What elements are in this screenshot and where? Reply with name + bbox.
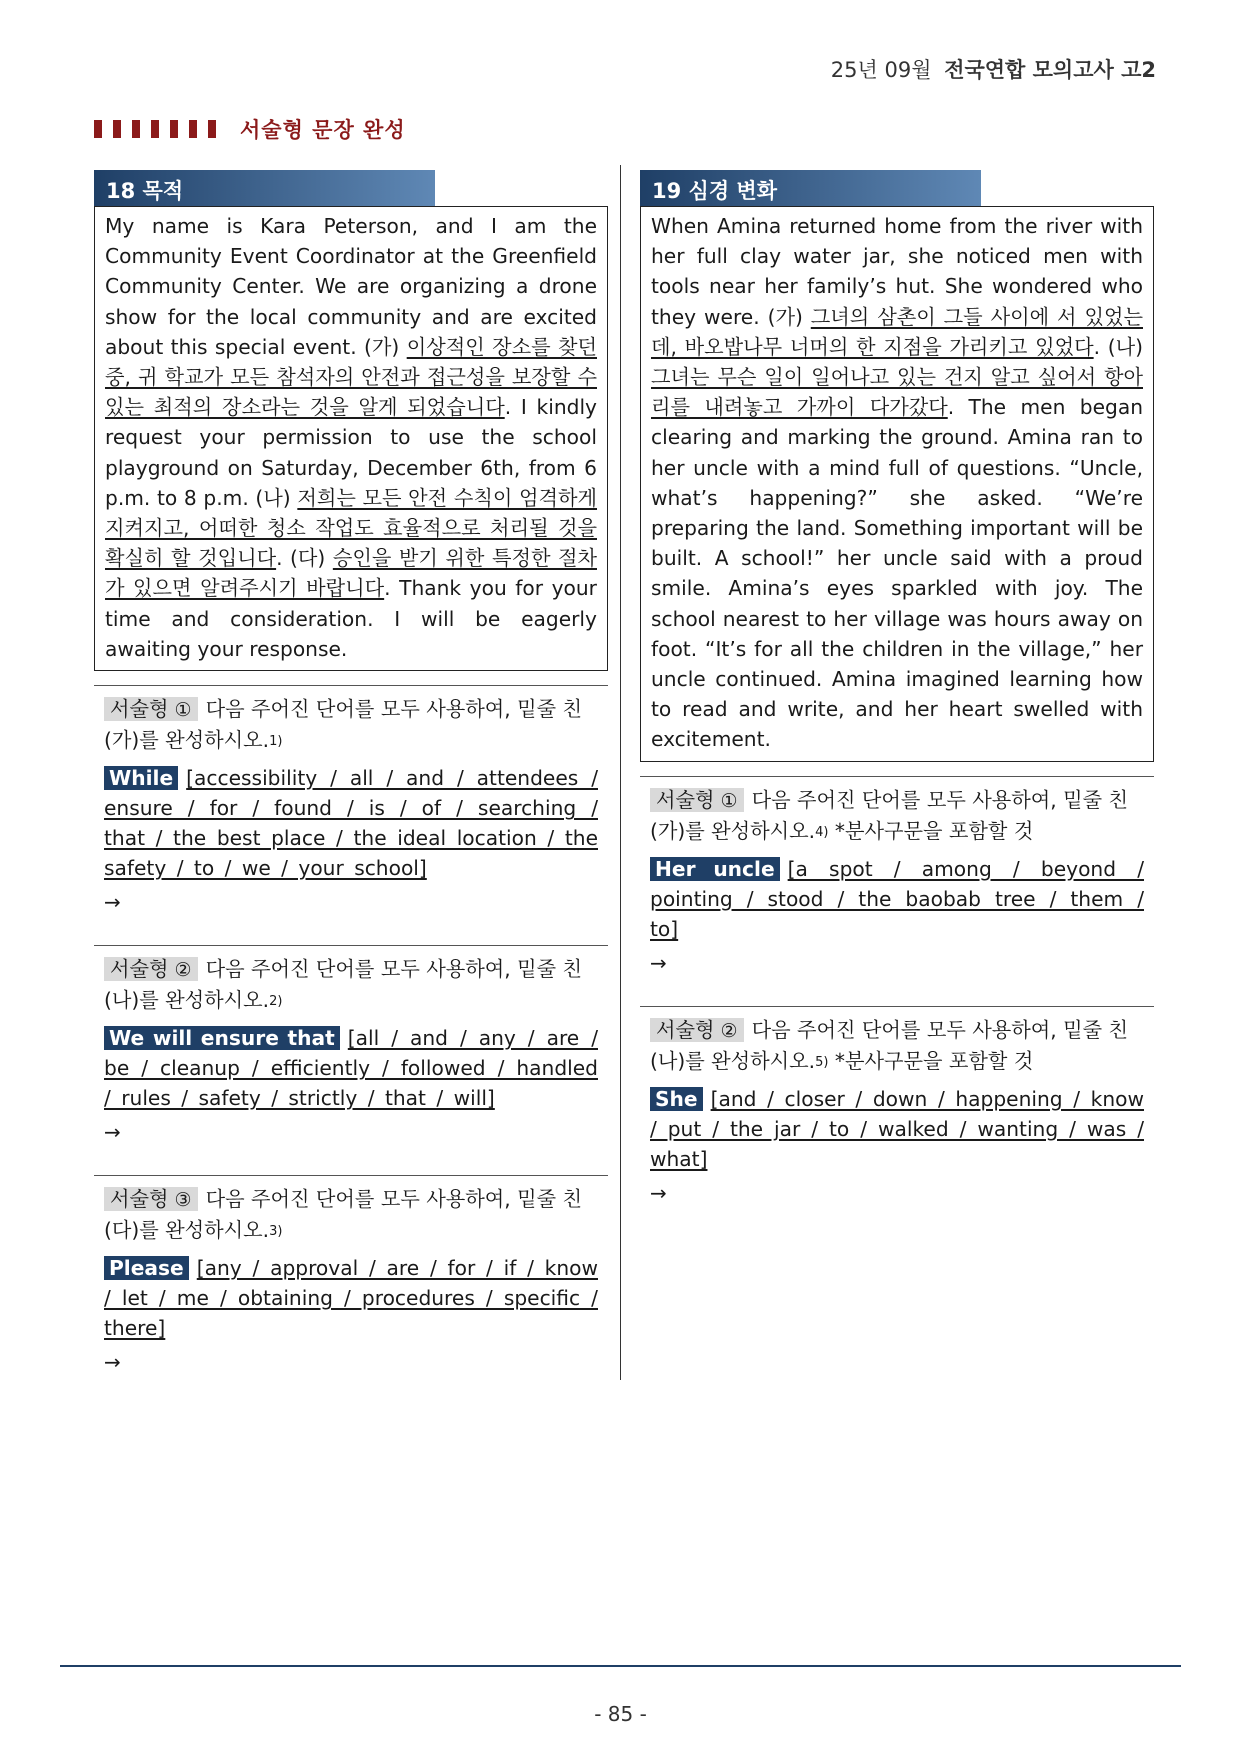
- section-title: [94, 114, 406, 144]
- underlined-sentence-ga: 그녀의 삼촌이 그들 사이에 서 있었는데, 바오밥나무 너머의 한 지점을 가리키고 있었다: [651, 304, 1143, 359]
- word-list: [accessibility / all / and / attendees / ensure / for / found / is / of / searching / that / the best place / the ideal location / the safety / to / we / your school]: [104, 766, 598, 881]
- decorative-bars-icon: [94, 120, 216, 138]
- passage-text: . The men began clearing and marking the ground. Amina ran to her uncle with a mind full of questions. “Uncle, what’s happening?” she asked. “We’re preparing the land. Something important will be built. A school!” her uncle said with a proud smile. Amina’s eyes sparkled with joy. The school nearest to her village was hours away on foot. “It’s for all the children in the village,” her uncle continued. Amina imagined learning how to read and write, and her heart swelled with excitement.: [651, 395, 1143, 752]
- exercise-label: 서술형 ②: [104, 957, 198, 981]
- underlined-sentence-na: 저희는 모든 안전 수칙이 엄격하게 지켜지고, 어떠한 청소 작업도 효율적으로 처리될 것을 확실히 할 것입니다: [105, 485, 598, 571]
- exercise: [94, 685, 608, 931]
- answer-line[interactable]: →: [104, 890, 121, 915]
- underlined-sentence-da: 승인을 받기 위한 특정한 절차가 있으면 알려주시기 바랍니다: [105, 546, 597, 601]
- footnote-ref: 5): [815, 1054, 829, 1070]
- exam-name: 전국연합 모의고사 고2: [944, 58, 1156, 82]
- passage-text: . I kindly request your permission to use the school playground on Saturday, December 6th, from 6 p.m. to 8 p.m. (나): [105, 395, 598, 510]
- word-bank: [650, 854, 1144, 944]
- section-title-text: 서술형 문장 완성: [240, 118, 406, 142]
- sentence-starter: She: [650, 1087, 703, 1111]
- word-bank: [104, 1023, 598, 1113]
- footnote-ref: 1): [269, 734, 283, 750]
- word-bank: [104, 1253, 598, 1343]
- exercise-label: 서술형 ①: [650, 788, 744, 812]
- footnote-ref: 3): [269, 1224, 283, 1240]
- column-divider: [620, 165, 621, 1380]
- underlined-sentence-ga: 이상적인 장소를 찾던 중, 귀 학교가 모든 참석자의 안전과 접근성을 보장할 수 있는 최적의 장소라는 것을 알게 되었습니다: [105, 334, 597, 420]
- exercise: [94, 945, 608, 1161]
- passage: [640, 206, 1154, 762]
- exercise-instruction: 다음 주어진 단어를 모두 사용하여, 밑줄 친 (다)를 완성하시오.: [104, 1187, 583, 1243]
- sentence-starter: While: [104, 766, 178, 790]
- exercise-label: 서술형 ①: [104, 697, 198, 721]
- exercise-instruction: 다음 주어진 단어를 모두 사용하여, 밑줄 친 (나)를 완성하시오.: [104, 957, 583, 1013]
- exercise-prompt: [650, 785, 1144, 848]
- word-list: [any / approval / are / for / if / know / let / me / obtaining / procedures / specific / there]: [104, 1256, 598, 1341]
- passage-text: . (다): [276, 546, 333, 571]
- passage: [94, 206, 608, 671]
- footer-divider: [60, 1665, 1181, 1667]
- exercise-instruction: 다음 주어진 단어를 모두 사용하여, 밑줄 친 (가)를 완성하시오.: [104, 697, 583, 753]
- exercise-prompt: [104, 954, 598, 1017]
- exercise-prompt: [104, 1184, 598, 1247]
- exercise-prompt: [104, 694, 598, 757]
- question-tab: 18 목적: [94, 170, 435, 206]
- exercise-instruction: 다음 주어진 단어를 모두 사용하여, 밑줄 친 (가)를 완성하시오.: [650, 787, 1129, 843]
- answer-line[interactable]: →: [104, 1120, 121, 1145]
- word-list: [and / closer / down / happening / know / put / the jar / to / walked / wanting / was / what]: [650, 1086, 1144, 1171]
- word-bank: [650, 1084, 1144, 1174]
- passage-text: . Thank you for your time and consideration. I will be eagerly awaiting your response.: [105, 576, 597, 661]
- exercise-label: 서술형 ②: [650, 1018, 744, 1042]
- underlined-sentence-na: 그녀는 무슨 일이 일어나고 있는 건지 알고 싶어서 항아리를 내려놓고 가까이 다가갔다: [651, 365, 1143, 420]
- footnote-ref: 4): [815, 824, 829, 840]
- passage-text: My name is Kara Peterson, and I am the Community Event Coordinator at the Greenfield Community Center. We are organizing a drone show for the local community and are excited about this special event. (가): [105, 214, 597, 359]
- question-19: [640, 170, 1154, 1222]
- passage-text: . (나): [1093, 334, 1143, 359]
- question-tab: 19 심경 변화: [640, 170, 981, 206]
- passage-text: When Amina returned home from the river with her full clay water jar, she noticed men with tools near her family’s hut. She wondered who they were. (가): [651, 214, 1143, 329]
- sentence-starter: We will ensure that: [104, 1026, 340, 1050]
- exercise: [640, 1006, 1154, 1222]
- exercise-note: *분사구문을 포함할 것: [834, 1048, 1034, 1073]
- exercise-prompt: [650, 1015, 1144, 1078]
- answer-line[interactable]: →: [650, 950, 667, 975]
- exercise-note: *분사구문을 포함할 것: [834, 818, 1034, 843]
- exercise-label: 서술형 ③: [104, 1187, 198, 1211]
- exercise-instruction: 다음 주어진 단어를 모두 사용하여, 밑줄 친 (나)를 완성하시오.: [650, 1017, 1129, 1073]
- exam-header: [831, 54, 1156, 84]
- question-18: [94, 170, 608, 1391]
- word-bank: [104, 763, 598, 883]
- sentence-starter: Her uncle: [650, 857, 780, 881]
- exercise: [640, 776, 1154, 992]
- word-list: [a spot / among / beyond / pointing / stood / the baobab tree / them / to]: [650, 856, 1144, 941]
- exercise: [94, 1175, 608, 1391]
- footnote-ref: 2): [269, 994, 283, 1010]
- answer-line[interactable]: →: [104, 1350, 121, 1375]
- answer-line[interactable]: →: [650, 1180, 667, 1205]
- sentence-starter: Please: [104, 1256, 189, 1280]
- exam-date: 25년 09월: [830, 58, 932, 82]
- word-list: [all / and / any / are / be / cleanup / efficiently / followed / handled / rules / safety / strictly / that / will]: [104, 1026, 598, 1111]
- page-number: - 85 -: [594, 1702, 647, 1726]
